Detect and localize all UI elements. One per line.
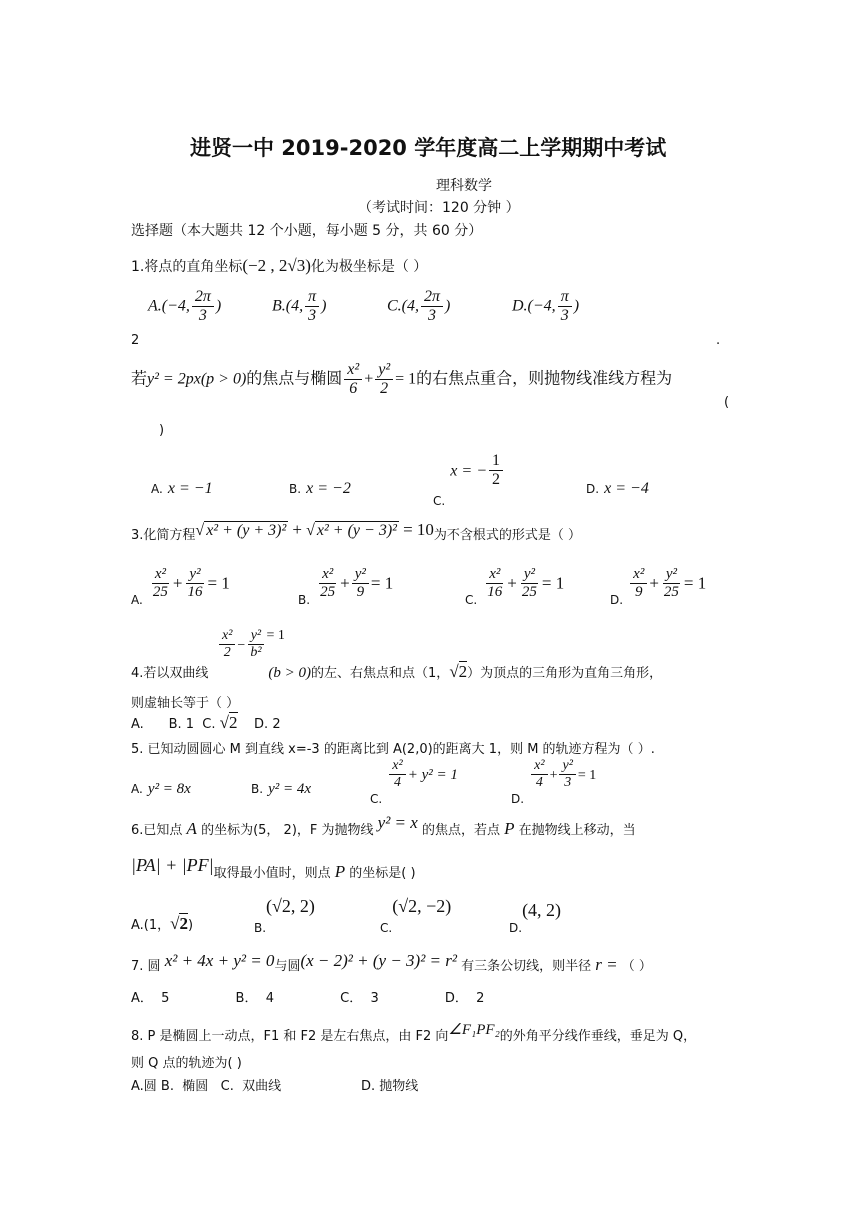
q4-options-post: D. 2 — [254, 717, 281, 732]
q5-option-a-label: A. — [131, 782, 143, 796]
q4-line2: 则虚轴长等于（ ） — [131, 696, 240, 711]
q6-point-p: P — [504, 819, 515, 838]
q3-b-d1: 25 — [320, 584, 336, 601]
q6-t3: 的焦点，若点 — [421, 823, 500, 838]
q3-b-n2: y² — [352, 566, 369, 584]
q3-a-d1: 25 — [152, 584, 168, 601]
q1-option-d — [512, 288, 579, 326]
q1-option-d-num: π — [558, 288, 572, 307]
q3-option-c: $_{C.}$ $\frac{\text{x²}}{16}$ + $\frac{\text{y²}}{25}$ = 1 — [465, 566, 565, 608]
q1-option-a-close: ) — [215, 297, 222, 315]
q2-option-a — [151, 478, 213, 498]
q2-option-d-label: D. — [586, 482, 600, 496]
q6-option-c-label: C. — [380, 921, 393, 935]
q6-option-b — [254, 896, 315, 935]
q2-option-a-value: x = −1 — [167, 480, 213, 497]
q5-option-d-label: D. — [511, 792, 525, 807]
q2-option-b-label: B. — [289, 482, 302, 496]
q4-text-before: 4.若以双曲线 — [131, 666, 209, 681]
q4-text-after: ）为顶点的三角形为直角三角形， — [467, 666, 663, 681]
q5-option-b-value: y² = 4x — [268, 781, 312, 797]
q5-d-d2: 3 — [564, 775, 572, 791]
q5-option-d: $_{D.}$ $\frac{\text{x²}}{4}$ + $\frac{\text{y²}}{3}$ = 1 — [511, 758, 597, 807]
q5-d-n1: x² — [531, 758, 547, 775]
q3-b-n1: x² — [319, 566, 336, 584]
q3-a-n1: x² — [152, 566, 169, 584]
q5-c-den: 4 — [394, 775, 401, 791]
q3-c-n1: x² — [486, 566, 503, 584]
q3-d-n2: y² — [663, 566, 680, 584]
q6-option-a-sqrt: 2 — [179, 914, 188, 933]
q3-d-eq: = 1 — [683, 573, 707, 593]
q2-option-d-value: x = −4 — [604, 480, 649, 497]
q3-a-eq: = 1 — [207, 573, 230, 593]
section-heading: 选择题（本大题共 12 个小题，每小题 5 分，共 60 分） — [131, 223, 483, 239]
q2-option-d — [586, 478, 649, 498]
q7-t2: 与圆 — [274, 959, 301, 974]
q5-d-n2: y² — [559, 758, 575, 775]
q5-option-a — [131, 778, 191, 798]
q7-t4: （ ） — [621, 959, 652, 974]
q4-options: A. B. 1 C. √2 D. 2 — [131, 713, 281, 732]
q5-c-post: + y² = 1 — [407, 767, 458, 784]
q1-option-c-num: 2π — [421, 288, 443, 307]
q2-ellipse-num1: x² — [344, 361, 362, 380]
q3-d-d2: 25 — [663, 584, 679, 601]
q2-plus: + — [364, 370, 374, 388]
q3-text-before: 3.化简方程 — [131, 528, 196, 543]
q7-circle-2: (x − 2)² + (y − 3)² = r² — [300, 951, 457, 970]
q1-text-before: 1.将点的直角坐标 — [131, 259, 243, 275]
q3-option-b-label: B. — [298, 593, 311, 608]
q4-sqrt2: 2 — [458, 662, 468, 681]
q8-options-abc: A.圆 B. 椭圆 C. 双曲线 — [131, 1079, 282, 1094]
q2-number: 2 — [131, 333, 140, 348]
q6-option-a: A.(1，√2) — [131, 914, 194, 933]
subject: 理科数学 — [436, 178, 492, 194]
q8-t1: 8. P 是椭圆上一动点，F1 和 F2 是左右焦点，由 F2 向 — [131, 1029, 449, 1044]
q3-d-d1: 9 — [634, 584, 643, 601]
q3-text-after: 为不含根式的形式是（ ） — [433, 528, 582, 543]
q5-c-num: x² — [389, 758, 405, 775]
question-8 — [131, 1022, 697, 1045]
q6-option-a-close: ) — [187, 918, 194, 933]
question-7 — [131, 951, 652, 975]
q3-c-eq: = 1 — [541, 573, 565, 593]
q3-c-d1: 16 — [487, 584, 503, 601]
q3-radicand-2: x² + (y − 3)² — [316, 522, 397, 539]
q4-condition: (b > 0) — [268, 665, 312, 681]
q6-option-b-label: B. — [254, 921, 267, 935]
q3-b-eq: = 1 — [370, 573, 394, 593]
q6-option-c — [380, 896, 452, 935]
page-title: 进贤一中 2019-2020 学年度高二上学期期中考试 — [190, 136, 667, 160]
q1-option-a — [148, 288, 221, 326]
q4-minus: − — [237, 638, 246, 654]
q2-paren-open: ( — [724, 395, 730, 410]
q3-option-d-label: D. — [610, 593, 624, 608]
q2-option-c-label: C. — [433, 494, 446, 509]
q2-ellipse-den1: 6 — [349, 380, 358, 398]
q1-option-d-label: D.(−4, — [512, 297, 556, 315]
q1-option-c — [387, 288, 450, 326]
q1-option-d-close: ) — [573, 297, 580, 315]
q5-d-eq: = 1 — [577, 768, 597, 784]
q6-option-d — [509, 900, 562, 935]
q2-parabola-eq: y² = 2px(p > 0) — [147, 370, 247, 388]
q1-option-a-den: 3 — [198, 307, 207, 325]
q6-parabola: y² = x — [377, 813, 418, 832]
q3-eq: = 10 — [403, 520, 434, 539]
q1-option-b-label: B.(4, — [272, 297, 304, 315]
q2-option-c — [433, 452, 505, 509]
q3-option-a: $_{A.}$ $\frac{\text{x²}}{25}$ + $\frac{\text{y²}}{16}$ = 1 — [131, 566, 230, 608]
q5-option-b — [251, 778, 311, 798]
q3-a-n2: y² — [186, 566, 203, 584]
q8-t2: 的外角平分线作垂线，垂足为 Q， — [499, 1029, 697, 1044]
q5-option-c-label: C. — [370, 792, 383, 807]
q3-plus: + — [292, 520, 302, 539]
q6-t4: 在抛物线上移动，当 — [518, 823, 636, 838]
q2-text-a: 若 — [131, 370, 148, 388]
q3-option-b: $_{B.}$ $\frac{\text{x²}}{25}$ + $\frac{\text{y²}}{9}$ = 1 — [298, 566, 394, 608]
q4-h-den1: 2 — [223, 645, 231, 661]
q3-b-d2: 9 — [356, 584, 365, 601]
q2-eq-one: = 1 — [395, 370, 417, 388]
q2-ellipse-num2: y² — [375, 361, 393, 380]
q4-h-den2: b² — [250, 645, 262, 661]
q5-option-c — [370, 758, 458, 807]
q3-option-d: $_{D.}$ $\frac{\text{x²}}{9}$ + $\frac{\text{y²}}{25}$ = 1 — [610, 566, 707, 608]
q6-t1: 6.已知点 — [131, 823, 183, 838]
q4-text-mid: 的左、右焦点和点（1， — [311, 666, 450, 681]
q4-hyperbola — [217, 628, 285, 661]
q1-option-a-num: 2π — [192, 288, 214, 307]
q2-dot: . — [716, 333, 721, 348]
q6-t6: 的坐标是( ) — [349, 866, 416, 881]
q8-option-d: D. 抛物线 — [361, 1079, 419, 1094]
q4-options-sqrt: 2 — [229, 713, 238, 732]
q2-option-c-num: 1 — [489, 452, 503, 471]
q1-option-b-num: π — [305, 288, 319, 307]
q4-options-pre: A. B. 1 C. — [131, 717, 216, 732]
question-4: 4.若以双曲线 (b > 0)的左、右焦点和点（1，√2）为顶点的三角形为直角三角形， — [131, 662, 663, 681]
q7-circle-1: x² + 4x + y² = 0 — [164, 951, 275, 970]
q3-d-n1: x² — [630, 566, 647, 584]
q1-option-a-label: A.(−4, — [148, 297, 190, 315]
q6-line2 — [131, 855, 416, 882]
q1-option-c-label: C.(4, — [387, 297, 419, 315]
q6-option-c-value: (√2, −2) — [392, 896, 452, 916]
q1-option-b-close: ) — [321, 297, 327, 315]
q5-option-b-label: B. — [251, 782, 264, 796]
q1-option-b — [272, 288, 326, 326]
q1-coord: (−2 , 2√3) — [242, 256, 311, 275]
q2-option-b-value: x = −2 — [306, 480, 351, 497]
q5-d-d1: 4 — [535, 775, 543, 791]
q1-option-c-den: 3 — [428, 307, 436, 325]
q2-option-b — [289, 478, 351, 498]
q1-option-d-den: 3 — [560, 307, 569, 325]
q6-point-p2: P — [334, 862, 346, 881]
q2-option-a-label: A. — [151, 482, 163, 496]
q7-t3: 有三条公切线，则半径 — [461, 959, 592, 974]
q3-c-d2: 25 — [521, 584, 537, 601]
q6-option-a-label: A.(1， — [131, 918, 171, 933]
q1-text-after: 化为极坐标是（ ） — [310, 259, 428, 275]
q3-option-c-label: C. — [465, 593, 478, 608]
q2-paren-close: ) — [159, 423, 165, 438]
q3-c-n2: y² — [521, 566, 538, 584]
q6-option-d-value: (4, 2) — [522, 900, 562, 920]
question-1 — [131, 256, 427, 276]
q8-line2: 则 Q 点的轨迹为( ) — [131, 1056, 242, 1071]
question-2 — [131, 361, 672, 399]
q1-option-c-close: ) — [445, 297, 451, 315]
q4-h-num2: y² — [248, 628, 264, 645]
q6-t5: 取得最小值时，则点 — [213, 866, 331, 881]
q6-t2: 的坐标为(5， 2)，F 为抛物线 — [201, 823, 374, 838]
q4-eq-one: = 1 — [266, 628, 285, 644]
q6-expr: |PA| + |PF| — [131, 855, 214, 875]
q4-h-num1: x² — [219, 628, 235, 645]
q1-option-b-den: 3 — [308, 307, 317, 325]
question-5: 5. 已知动圆圆心 M 到直线 x=-3 的距离比到 A(2,0)的距离大 1，则 M 的轨迹方程为（ ）. — [131, 742, 655, 757]
q2-option-c-pre: x = − — [450, 462, 487, 480]
q3-a-d2: 16 — [187, 584, 203, 601]
q2-text-c: 的右焦点重合，则抛物线准线方程为 — [416, 370, 673, 388]
q7-options: A． 5 B． 4 C． 3 D． 2 — [131, 991, 485, 1006]
time-note: （考试时间：120 分钟 ） — [358, 200, 520, 216]
q3-radicand-1: x² + (y + 3)² — [206, 522, 287, 539]
q6-option-d-label: D. — [509, 921, 523, 935]
q2-option-c-den: 2 — [492, 471, 500, 489]
q5-option-a-value: y² = 8x — [147, 781, 191, 797]
q8-angle: ∠F₁PF₂ — [448, 1022, 500, 1038]
q2-ellipse-den2: 2 — [380, 380, 389, 398]
q7-t1: 7. 圆 — [131, 959, 161, 974]
q6-point-a: A — [186, 819, 197, 838]
q6-option-b-value: (√2, 2) — [266, 896, 315, 916]
q3-option-a-label: A. — [131, 593, 143, 608]
question-3: 3.化简方程√ x² + (y + 3)² + √ x² + (y − 3)² = 10为不含根式的形式是（ ） — [131, 520, 582, 543]
q7-r: r = — [595, 955, 618, 974]
q2-text-b: 的焦点与椭圆 — [246, 370, 343, 388]
question-6 — [131, 813, 636, 839]
